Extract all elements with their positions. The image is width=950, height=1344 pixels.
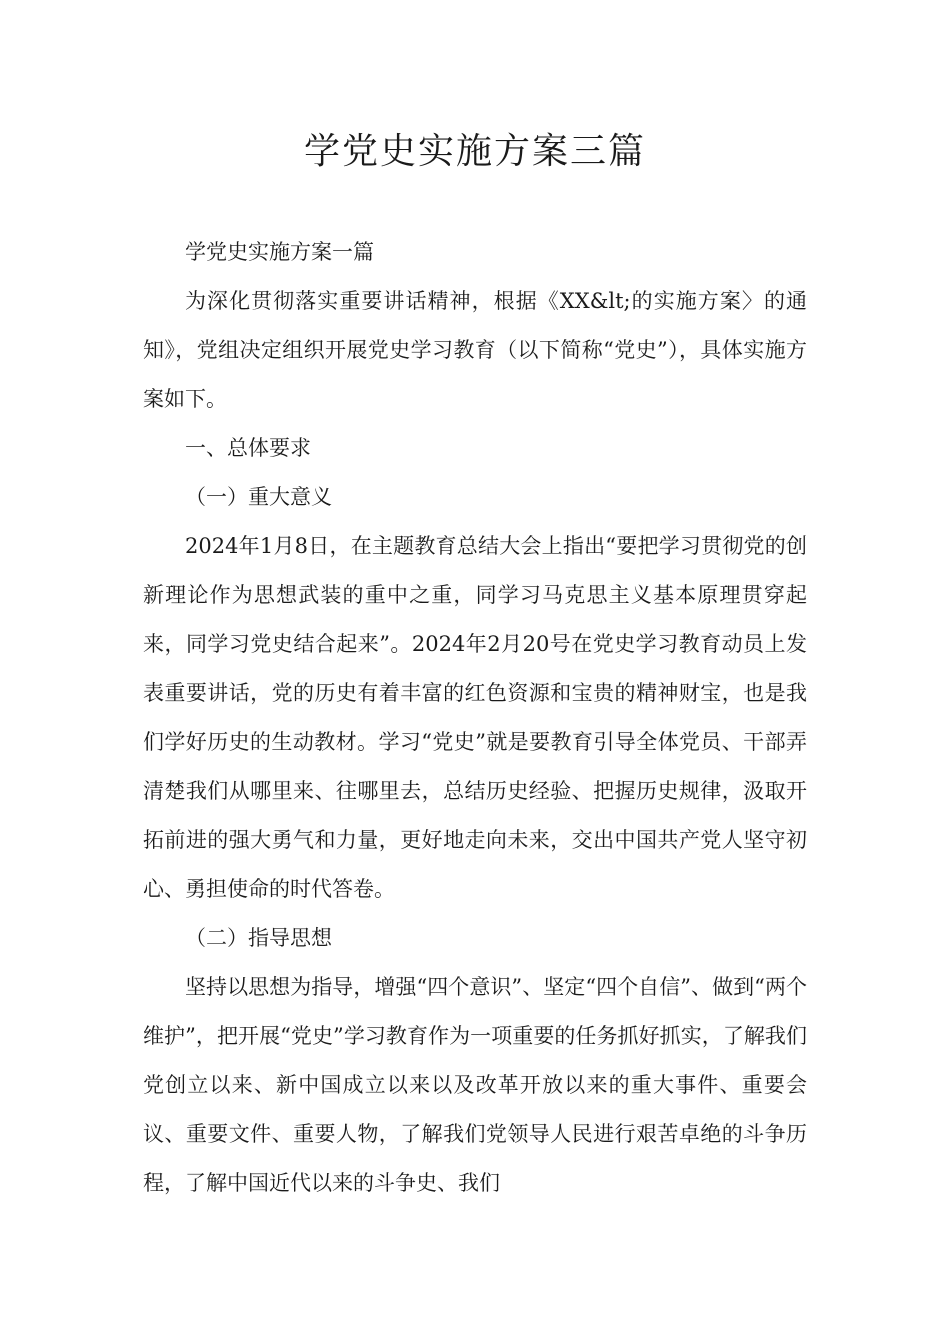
guiding-ideology-paragraph: 坚持以思想为指导，增强“四个意识”、坚定“四个自信”、做到“两个维护”，把开展“党史”学习教育作为一项重要的任务抓好抓实，了解我们党创立以来、新中国成立以来以及改革开放以来的重大事件、重要会议、重要文件、重要人物，了解我们党领导人民进行艰苦卓绝的斗争历程，了解中国近代以来的斗争史、我们 (143, 975, 807, 1195)
heading-general-requirements: 一、总体要求 (185, 436, 311, 460)
intro-paragraph: 为深化贯彻落实重要讲话精神，根据《XX&lt;的实施方案〉的通知》，党组决定组织开展党史学习教育（以下简称“党史”），具体实施方案如下。 (143, 289, 807, 411)
subheading-guiding-ideology: （二）指导思想 (185, 926, 332, 950)
significance-paragraph: 2024年1月8日，在主题教育总结大会上指出“要把学习贯彻党的创新理论作为思想武装的重中之重，同学习马克思主义基本原理贯穿起来，同学习党史结合起来”。2024年2月20号在党史学习教育动员上发表重要讲话，党的历史有着丰富的红色资源和宝贵的精神财宝，也是我们学好历史的生动教材。学习“党史”就是要教育引导全体党员、干部弄清楚我们从哪里来、往哪里去，总结历史经验、把握历史规律，汲取开拓前进的强大勇气和力量，更好地走向未来，交出中国共产党人坚守初心、勇担使命的时代答卷。 (143, 534, 807, 901)
document-body (143, 228, 807, 1208)
section-heading-part-one: 学党史实施方案一篇 (185, 240, 374, 264)
subheading-significance: （一）重大意义 (185, 485, 332, 509)
document-title: 学党史实施方案三篇 (303, 131, 646, 172)
